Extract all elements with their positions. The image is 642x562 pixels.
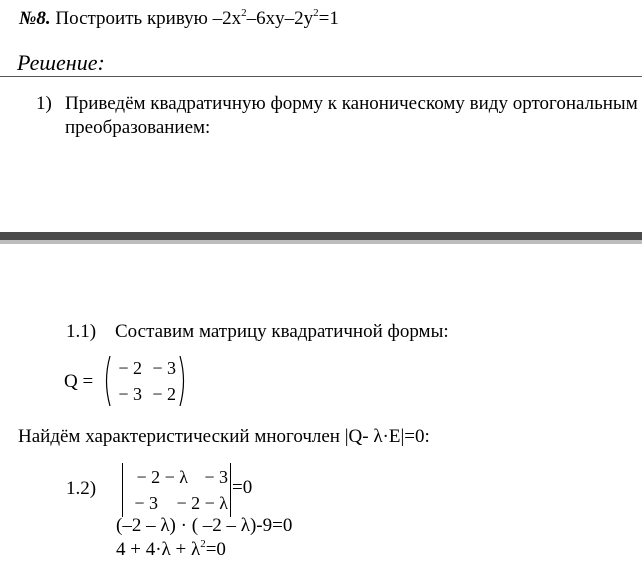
problem-text-mid: –6xy–2y: [246, 8, 314, 29]
matrix-q-cell: − 3: [118, 384, 142, 404]
determinant-cell: − 3: [204, 467, 228, 487]
matrix-q-cell: − 2: [118, 358, 142, 378]
matrix-q-cell: − 3: [152, 358, 176, 378]
problem-sup-2: 2: [313, 6, 319, 19]
matrix-q: [98, 354, 192, 408]
page-divider: [0, 232, 642, 240]
matrix-q-cell: − 2: [152, 384, 176, 404]
equation-line-b-start: 4 + 4·λ + λ: [116, 539, 201, 560]
determinant: [116, 463, 286, 519]
determinant-cell: − 2 − λ: [136, 467, 188, 487]
page-divider-shadow: [0, 240, 642, 244]
solution-heading: Решение:: [17, 50, 105, 75]
matrix-q-left-paren: [102, 355, 112, 407]
step-1-line-2: преобразованием:: [65, 117, 211, 138]
problem-sup-1: 2: [241, 6, 247, 19]
heading-rule: [0, 76, 642, 77]
equation-line-b: [116, 539, 226, 561]
equation-line-a: (–2 – λ) · ( –2 – λ)-9=0: [116, 515, 293, 536]
step-1-2-number: 1.2): [66, 478, 97, 499]
step-1-1-text: Составим матрицу квадратичной формы:: [115, 321, 449, 342]
equation-line-b-sup: 2: [200, 537, 206, 550]
determinant-cell: − 3: [134, 493, 158, 513]
equation-line-b-end: =0: [205, 539, 226, 560]
matrix-q-label: Q =: [64, 371, 94, 392]
step-1-1-number: 1.1): [66, 321, 97, 342]
problem-text-end: =1: [318, 8, 339, 29]
problem-text-start: Построить кривую –2x: [50, 8, 242, 29]
determinant-equals: =0: [232, 477, 253, 498]
problem-number: №8.: [19, 8, 51, 29]
step-1-number: 1): [36, 93, 52, 114]
determinant-cell: − 2 − λ: [176, 493, 228, 513]
char-poly-text: Найдём характеристический многочлен |Q- λ·E|=0:: [18, 426, 430, 447]
matrix-q-right-paren: [178, 355, 188, 407]
problem-title: [19, 8, 339, 30]
step-1-line-1: Приведём квадратичную форму к каноническому виду ортогональным: [65, 93, 638, 114]
